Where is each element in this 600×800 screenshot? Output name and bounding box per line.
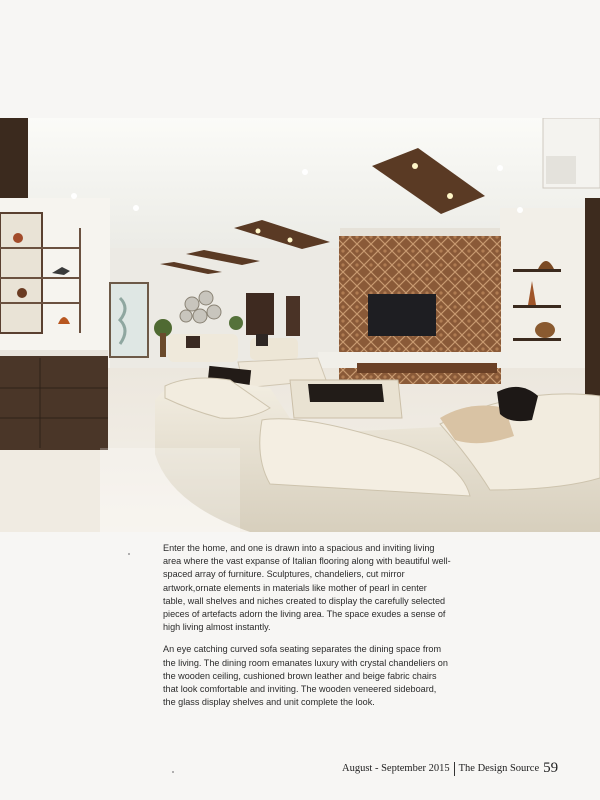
page-number: 59 <box>543 760 559 776</box>
magazine-name: The Design Source <box>458 763 540 774</box>
article-body <box>163 542 451 718</box>
article-paragraph: An eye catching curved sofa seating separates the dining space from the living. The dining room emanates luxury with crystal chandeliers on the wooden ceiling, cushioned brown leather and beige fabric chairs that look comfortable and inviting. The wooden veneered sideboard, the glass display shelves and unit complete the look. <box>163 644 448 708</box>
print-speck <box>128 553 130 555</box>
page-footer <box>342 760 572 777</box>
footer-divider <box>454 762 455 776</box>
issue-date: August - September 2015 <box>342 763 450 774</box>
article-paragraph: Enter the home, and one is drawn into a spacious and inviting living area where the vast expanse of Italian flooring along with beautiful well-spaced array of furniture. Sculptures, chandeliers, cut mirror artwork,ornate elements in materials like mother of pearl in center table, wall shelves and niches created to display the carefully selected pieces of artefacts adorn the living area. The space exudes a sense of high living almost instantly. <box>163 543 451 633</box>
print-speck <box>172 771 174 773</box>
living-room-photo <box>0 118 600 532</box>
